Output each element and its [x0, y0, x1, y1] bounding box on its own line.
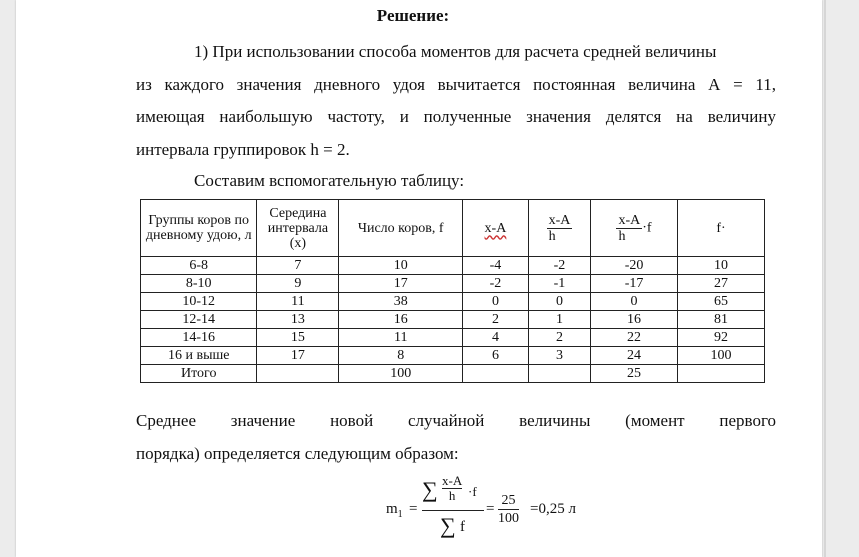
cell-total-sum: 25 — [591, 365, 678, 383]
cell-weighted: 22 — [591, 329, 678, 347]
table-header-row — [141, 200, 765, 257]
table-row — [141, 293, 765, 311]
cell-weighted: 0 — [591, 293, 678, 311]
cell-total-label: Итого — [141, 365, 257, 383]
cell-midpoint: 15 — [257, 329, 339, 347]
formula-moment-symbol: $m_1$ — [386, 501, 403, 520]
header-scaled-deviation: $\frac{x-A}{h}$ — [528, 200, 590, 257]
paragraph-line: порядка) определяется следующим образом: — [136, 443, 459, 463]
formula-value-fraction: 25 100 — [498, 493, 519, 526]
table-row — [141, 329, 765, 347]
cell-empty — [677, 365, 764, 383]
moment-formula — [386, 472, 646, 542]
header-groups: Группы коров по дневному удою, л — [141, 200, 257, 257]
solution-heading: Решение: — [376, 6, 450, 25]
formula-equals: = — [486, 501, 495, 517]
table-row — [141, 257, 765, 275]
cell-scaled: 1 — [528, 311, 590, 329]
table-total-row — [141, 365, 765, 383]
header-count: Число коров, f — [339, 200, 463, 257]
cell-cumulative: 100 — [677, 347, 764, 365]
header-weighted-deviation: $\frac{x-A}{h}$ ·f — [591, 200, 678, 257]
cell-midpoint: 9 — [257, 275, 339, 293]
cell-cumulative: 92 — [677, 329, 764, 347]
cell-midpoint: 11 — [257, 293, 339, 311]
cell-deviation: 2 — [463, 311, 529, 329]
cell-empty — [257, 365, 339, 383]
cell-deviation: -4 — [463, 257, 529, 275]
cell-group: 6-8 — [141, 257, 257, 275]
cell-scaled: -1 — [528, 275, 590, 293]
formula-result: =0,25 л — [530, 501, 576, 517]
table-row — [141, 347, 765, 365]
cell-count: 11 — [339, 329, 463, 347]
cell-midpoint: 7 — [257, 257, 339, 275]
cell-deviation: 4 — [463, 329, 529, 347]
cell-cumulative: 10 — [677, 257, 764, 275]
formula-numerator: ∑ x-A h ·f — [422, 472, 484, 511]
cell-weighted: 24 — [591, 347, 678, 365]
cell-group: 12-14 — [141, 311, 257, 329]
cell-midpoint: 17 — [257, 347, 339, 365]
header-midpoint: Середина интервала (x) — [257, 200, 339, 257]
cell-weighted: -20 — [591, 257, 678, 275]
cell-total-count: 100 — [339, 365, 463, 383]
cell-group: 16 и выше — [141, 347, 257, 365]
paragraph-table-intro: Составим вспомогательную таблицу: — [194, 171, 465, 190]
cell-deviation: 0 — [463, 293, 529, 311]
cell-count: 8 — [339, 347, 463, 365]
cell-group: 14-16 — [141, 329, 257, 347]
paragraph-method — [136, 36, 776, 166]
paragraph-line: Среднее значение новой случайной величины (момент первого — [136, 411, 776, 430]
cell-scaled: 3 — [528, 347, 590, 365]
cell-cumulative: 27 — [677, 275, 764, 293]
cell-scaled: 0 — [528, 293, 590, 311]
cell-scaled: 2 — [528, 329, 590, 347]
cell-count: 17 — [339, 275, 463, 293]
cell-weighted: 16 — [591, 311, 678, 329]
cell-midpoint: 13 — [257, 311, 339, 329]
cell-deviation: -2 — [463, 275, 529, 293]
page-edge — [824, 0, 826, 557]
cell-cumulative: 65 — [677, 293, 764, 311]
sigma-icon: ∑ — [422, 477, 438, 502]
cell-cumulative: 81 — [677, 311, 764, 329]
cell-scaled: -2 — [528, 257, 590, 275]
formula-denominator: ∑ f — [440, 513, 465, 538]
cell-count: 38 — [339, 293, 463, 311]
paragraph-moment — [136, 405, 776, 470]
formula-equals: = — [409, 501, 418, 517]
cell-group: 10-12 — [141, 293, 257, 311]
cell-count: 10 — [339, 257, 463, 275]
cell-count: 16 — [339, 311, 463, 329]
cell-empty — [528, 365, 590, 383]
cell-weighted: -17 — [591, 275, 678, 293]
paragraph-line: из каждого значения дневного удоя вычитается постоянная величина А = 11, — [136, 74, 776, 94]
table-row — [141, 311, 765, 329]
cell-group: 8-10 — [141, 275, 257, 293]
header-deviation: x-A — [463, 200, 529, 257]
formula-main-fraction — [422, 472, 484, 541]
paragraph-line: интервала группировок h = 2. — [136, 139, 350, 159]
sigma-icon: ∑ — [440, 513, 456, 538]
paragraph-line: имеющая наибольшую частоту, и полученные значения делятся на величину — [136, 107, 776, 126]
table-row — [141, 275, 765, 293]
auxiliary-table — [140, 199, 765, 383]
header-cumulative: f· — [677, 200, 764, 257]
paragraph-line: 1) При использовании способа моментов для расчета средней величины — [194, 42, 717, 61]
cell-empty — [463, 365, 529, 383]
cell-deviation: 6 — [463, 347, 529, 365]
